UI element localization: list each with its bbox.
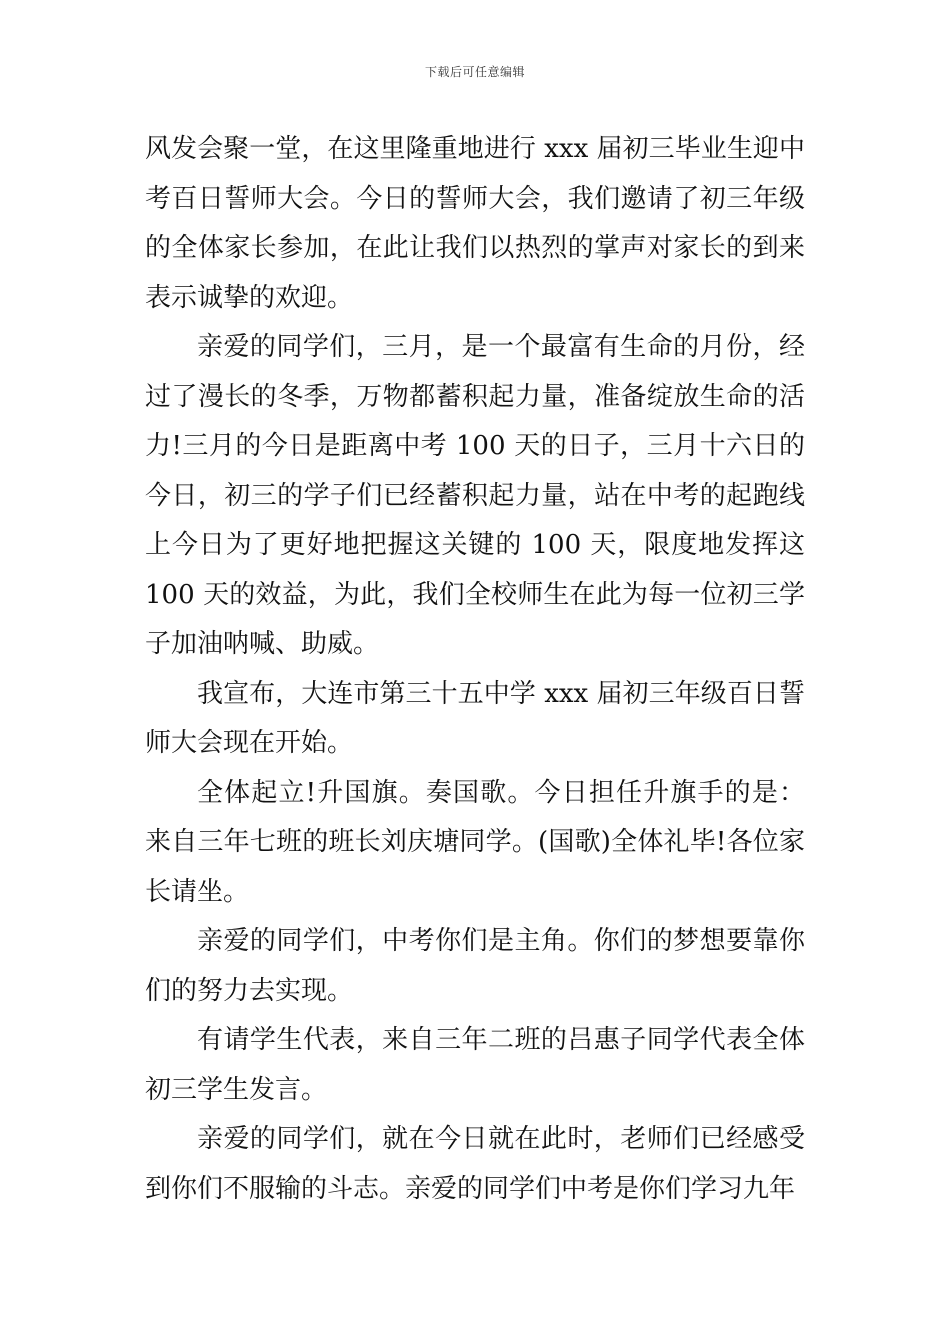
paragraph-3: 我宣布，大连市第三十五中学 xxx 届初三年级百日誓师大会现在开始。 [145, 678, 805, 758]
paragraph-1: 风发会聚一堂，在这里隆重地进行 xxx 届初三毕业生迎中考百日誓师大会。今日的誓师大会，我们邀请了初三年级的全体家长参加，在此让我们以热烈的掌声对家长的到来表示诚挚的欢迎。 [145, 134, 805, 313]
paragraph-6: 有请学生代表，来自三年二班的吕惠子同学代表全体初三学生发言。 [145, 1025, 805, 1105]
paragraph-5: 亲爱的同学们，中考你们是主角。你们的梦想要靠你们的努力去实现。 [145, 926, 805, 1006]
paragraph-7: 亲爱的同学们，就在今日就在此时，老师们已经感受到你们不服输的斗志。亲爱的同学们中考是你们学习九年 [145, 1124, 805, 1204]
paragraph-4: 全体起立!升国旗。奏国歌。今日担任升旗手的是：来自三年七班的班长刘庆塘同学。(国歌)全体礼毕!各位家长请坐。 [145, 777, 805, 907]
document-body [145, 125, 805, 1214]
paragraph-2: 亲爱的同学们，三月，是一个最富有生命的月份，经过了漫长的冬季，万物都蓄积起力量，准备绽放生命的活力!三月的今日是距离中考 100 天的日子，三月十六日的今日，初三的学子们已经蓄积起力量，站在中考的起跑线上今日为了更好地把握这关键的 100 天，限度地发挥这 100 天的效益，为此，我们全校师生在此为每一位初三学子加油呐喊、助威。 [145, 332, 805, 659]
header-note: 下载后可任意编辑 [424, 65, 525, 79]
